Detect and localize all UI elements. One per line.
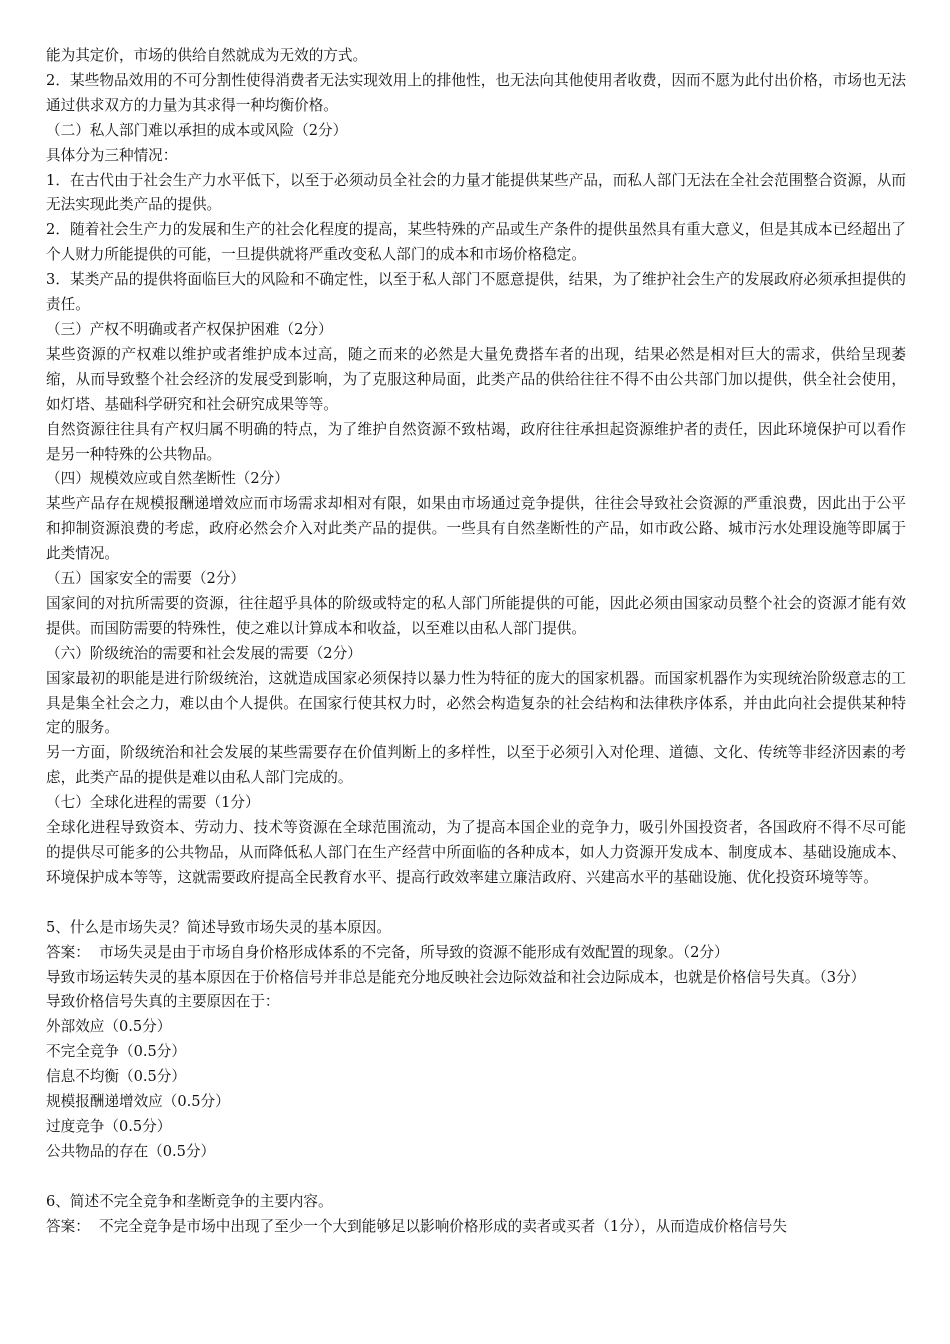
section-heading-6: （六）阶级统治的需要和社会发展的需要（2分） xyxy=(46,644,362,662)
paragraph-23: 导致市场运转失灵的基本原因在于价格信号并非总是能充分地反映社会边际效益和社会边际成本，也就是价格信号失真。（3分） xyxy=(46,968,866,986)
question-5: 5、什么是市场失灵？简述导致市场失灵的基本原因。 xyxy=(46,918,391,936)
paragraph-24: 导致价格信号失真的主要原因在于： xyxy=(46,993,280,1011)
paragraph-19: 全球化进程导致资本、劳动力、技术等资源在全球范围流动，为了提高本国企业的竞争力，吸引外国投资者，各国政府不得不尽可能的提供尽可能多的公共物品，从而降低私人部门在生产经营中所面临的各种成本，如人力资源开发成本、制度成本、基础设施成本、环境保护成本等等，这就需要政府提高全民教育水平、提高行政效率建立廉洁政府、兴建高水平的基础设施、优化投资环境等等。 xyxy=(46,819,906,886)
list-item-3: 信息不均衡（0.5分） xyxy=(46,1068,186,1086)
paragraph-4: 具体分为三种情况： xyxy=(46,146,178,164)
answer-5: 答案： 市场失灵是由于市场自身价格形成体系的不完备，所导致的资源不能形成有效配置的现象。（2分） xyxy=(46,943,729,961)
paragraph-16: 国家最初的职能是进行阶级统治，这就造成国家必须保持以暴力性为特征的庞大的国家机器。而国家机器作为实现统治阶级意志的工具是集全社会之力，难以由个人提供。在国家行使其权力时，必然会构造复杂的社会结构和法律秩序体系，并由此向社会提供某种特定的服务。 xyxy=(46,669,906,737)
list-item-6: 公共物品的存在（0.5分） xyxy=(46,1142,216,1160)
question-6: 6、简述不完全竞争和垄断竞争的主要内容。 xyxy=(46,1192,333,1210)
paragraph-9: 某些资源的产权难以维护或者维护成本过高，随之而来的必然是大量免费搭车者的出现，结果必然是相对巨大的需求，供给呈现萎缩，从而导致整个社会经济的发展受到影响，为了克服这种局面，此类产品的供给往往不得不由公共部门加以提供，供全社会使用，如灯塔、基础科学研究和社会研究成果等等。 xyxy=(46,345,906,413)
paragraph-14: 国家间的对抗所需要的资源，往往超乎具体的阶级或特定的私人部门所能提供的可能，因此必须由国家动员整个社会的资源才能有效提供。而国防需要的特殊性，使之难以计算成本和收益，以至难以由私人部门提供。 xyxy=(46,594,906,637)
paragraph-7: 3．某类产品的提供将面临巨大的风险和不确定性，以至于私人部门不愿意提供，结果，为了维护社会生产的发展政府必须承担提供的责任。 xyxy=(46,271,906,314)
paragraph-1: 能为其定价，市场的供给自然就成为无效的方式。 xyxy=(46,47,368,64)
paragraph-17: 另一方面，阶级统治和社会发展的某些需要存在价值判断上的多样性，以至于必须引入对伦理、道德、文化、传统等非经济因素的考虑，此类产品的提供是难以由私人部门完成的。 xyxy=(46,744,906,787)
answer-6: 答案： 不完全竞争是市场中出现了至少一个大到能够足以影响价格形成的卖者或买者（1分），从而造成价格信号失 xyxy=(46,1217,787,1235)
section-heading-4: （四）规模效应或自然垄断性（2分） xyxy=(46,470,289,488)
section-heading-3: （三）产权不明确或者产权保护困难（2分） xyxy=(46,320,333,338)
section-heading-5: （五）国家安全的需要（2分） xyxy=(46,570,246,588)
section-heading-7: （七）全球化进程的需要（1分） xyxy=(46,794,260,812)
list-item-1: 外部效应（0.5分） xyxy=(46,1018,172,1036)
paragraph-6: 2．随着社会生产力的发展和生产的社会化程度的提高，某些特殊的产品或生产条件的提供虽然具有重大意义，但是其成本已经超出了个人财力所能提供的可能，一旦提供就将严重改变私人部门的成本和市场价格稳定。 xyxy=(46,221,906,264)
section-heading-2: （二）私人部门难以承担的成本或风险（2分） xyxy=(46,121,348,139)
paragraph-2: 2．某些物品效用的不可分割性使得消费者无法实现效用上的排他性，也无法向其他使用者收费，因而不愿为此付出价格，市场也无法通过供求双方的力量为其求得一种均衡价格。 xyxy=(46,71,906,114)
blank-line xyxy=(46,1165,906,1190)
list-item-5: 过度竞争（0.5分） xyxy=(46,1117,172,1135)
paragraph-12: 某些产品存在规模报酬递增效应而市场需求却相对有限，如果由市场通过竞争提供，往往会导致社会资源的严重浪费，因此出于公平和抑制资源浪费的考虑，政府必然会介入对此类产品的提供。一些具有自然垄断性的产品，如市政公路、城市污水处理设施等即属于此类情况。 xyxy=(46,495,906,563)
list-item-4: 规模报酬递增效应（0.5分） xyxy=(46,1093,230,1111)
blank-line xyxy=(46,891,906,916)
paragraph-10: 自然资源往往具有产权归属不明确的特点，为了维护自然资源不致枯竭，政府往往承担起资源维护者的责任，因此环境保护可以看作是另一种特殊的公共物品。 xyxy=(46,420,906,463)
list-item-2: 不完全竞争（0.5分） xyxy=(46,1043,186,1061)
paragraph-5: 1．在古代由于社会生产力水平低下，以至于必须动员全社会的力量才能提供某些产品，而私人部门无法在全社会范围整合资源，从而无法实现此类产品的提供。 xyxy=(46,171,906,214)
